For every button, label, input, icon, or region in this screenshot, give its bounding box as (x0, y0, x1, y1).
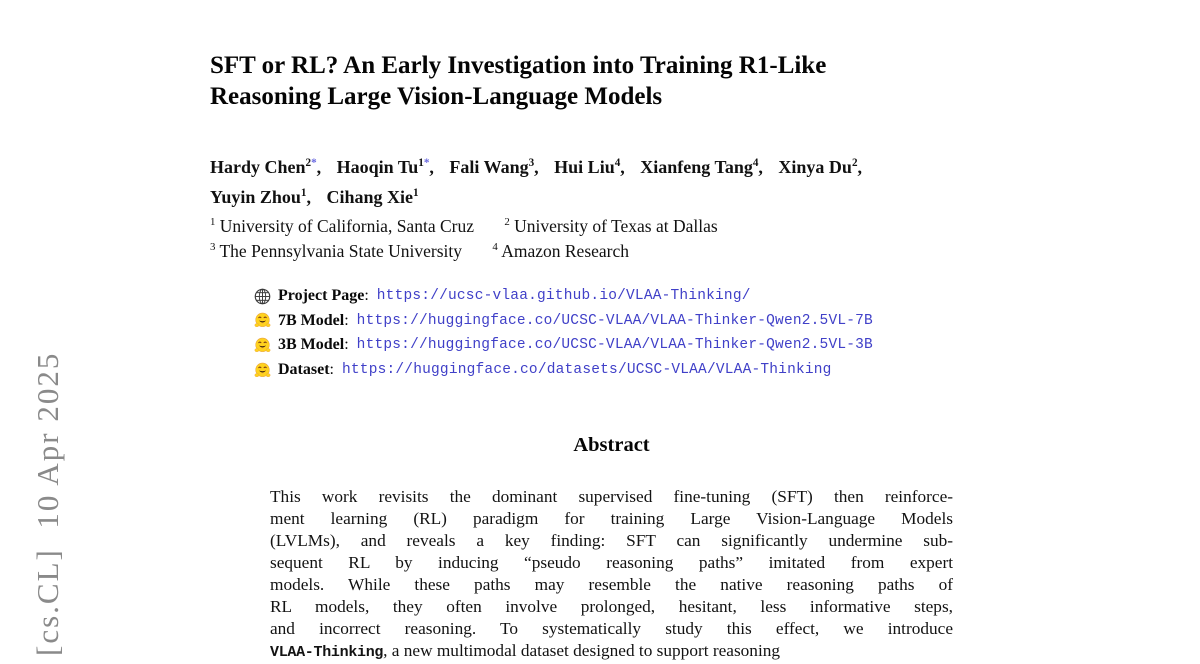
author-list (210, 152, 1010, 212)
author: Xianfeng Tang$^4$, (640, 157, 763, 177)
abstract-line: (LVLMs), and reveals a key finding: SFT can significantly undermine sub- (270, 531, 953, 550)
link-colon: : (364, 287, 369, 305)
author: Hardy Chen$^{2*}$, (210, 157, 322, 177)
arxiv-stamp: [cs.CL] 10 Apr 2025 (30, 351, 65, 656)
abstract-line: and incorrect reasoning. To systematically study this effect, we introduce (270, 619, 953, 638)
abstract-line: This work revisits the dominant supervised fine-tuning (SFT) then reinforce- (270, 487, 953, 506)
abstract-line: VLAA-Thinking, a new multimodal dataset designed to support reasoning (270, 641, 781, 661)
link-colon: : (344, 336, 349, 354)
abstract-line: RL models, they often involve prolonged, hesitant, less informative steps, (270, 597, 953, 616)
affiliation: $^4$ Amazon Research (492, 240, 630, 261)
page-title (210, 50, 1010, 112)
author: Hui Liu$^4$, (554, 157, 625, 177)
link-url[interactable]: https://ucsc-vlaa.github.io/VLAA-Thinking/ (376, 288, 751, 305)
abstract-text (270, 486, 953, 664)
link-label: 3B Model (278, 336, 345, 354)
abstract-line: sequent RL by inducing “pseudo reasoning paths” imitated from expert (270, 553, 953, 572)
link-label: Project Page (278, 287, 365, 305)
footnote-star: * (311, 157, 317, 169)
link-row (254, 333, 873, 358)
link-label: 7B Model (278, 311, 345, 329)
link-colon: : (344, 311, 349, 329)
author: Yuyin Zhou$^1$, (210, 187, 311, 207)
author: Haoqin $Tu^{1*}$, (336, 157, 434, 177)
affiliation: $^3$ The Pennsylvania State University (210, 240, 463, 261)
affiliation-line1 (210, 214, 1010, 239)
affiliation-line2 (210, 239, 1010, 264)
dataset-name: VLAA-Thinking (270, 644, 384, 661)
link-url[interactable]: https://huggingface.co/UCSC-VLAA/VLAA-Thinker-Qwen2.5VL-7B (356, 312, 873, 329)
huggingface-icon (254, 362, 271, 379)
link-url[interactable]: https://huggingface.co/datasets/UCSC-VLAA/VLAA-Thinking (342, 362, 832, 379)
footnote-star: * (423, 157, 430, 169)
affiliation: $^1$ University of California, Santa Cruz (210, 216, 474, 236)
page-title-line2: Reasoning Large Vision-Language Models (210, 83, 663, 110)
link-row (254, 284, 873, 309)
link-row (254, 309, 873, 334)
link-url[interactable]: https://huggingface.co/UCSC-VLAA/VLAA-Thinker-Qwen2.5VL-3B (356, 337, 873, 354)
author-list-line2 (210, 182, 1010, 212)
author: Cihang Xie$^1$ (326, 187, 419, 207)
globe-icon (254, 288, 271, 305)
resource-links (254, 284, 873, 382)
author: Xinya Du$^2$, (778, 157, 863, 177)
abstract-heading: Abstract (573, 434, 650, 456)
link-colon: : (329, 361, 334, 379)
page-title-line1: SFT or RL? An Early Investigation into Training R1-Like (210, 52, 827, 79)
link-label: Dataset (278, 361, 330, 379)
author-list-line1 (210, 152, 1010, 182)
affiliation-list (210, 214, 1010, 263)
huggingface-icon (254, 312, 271, 329)
link-row (254, 358, 873, 383)
huggingface-icon (254, 337, 271, 354)
author: Fali Wang$^3$, (449, 157, 539, 177)
abstract-line: models. While these paths may resemble the native reasoning paths of (270, 575, 953, 594)
affiliation: $^2$ University of Texas at Dallas (504, 216, 718, 236)
abstract-line: ment learning (RL) paradigm for training Large Vision-Language Models (270, 509, 953, 528)
